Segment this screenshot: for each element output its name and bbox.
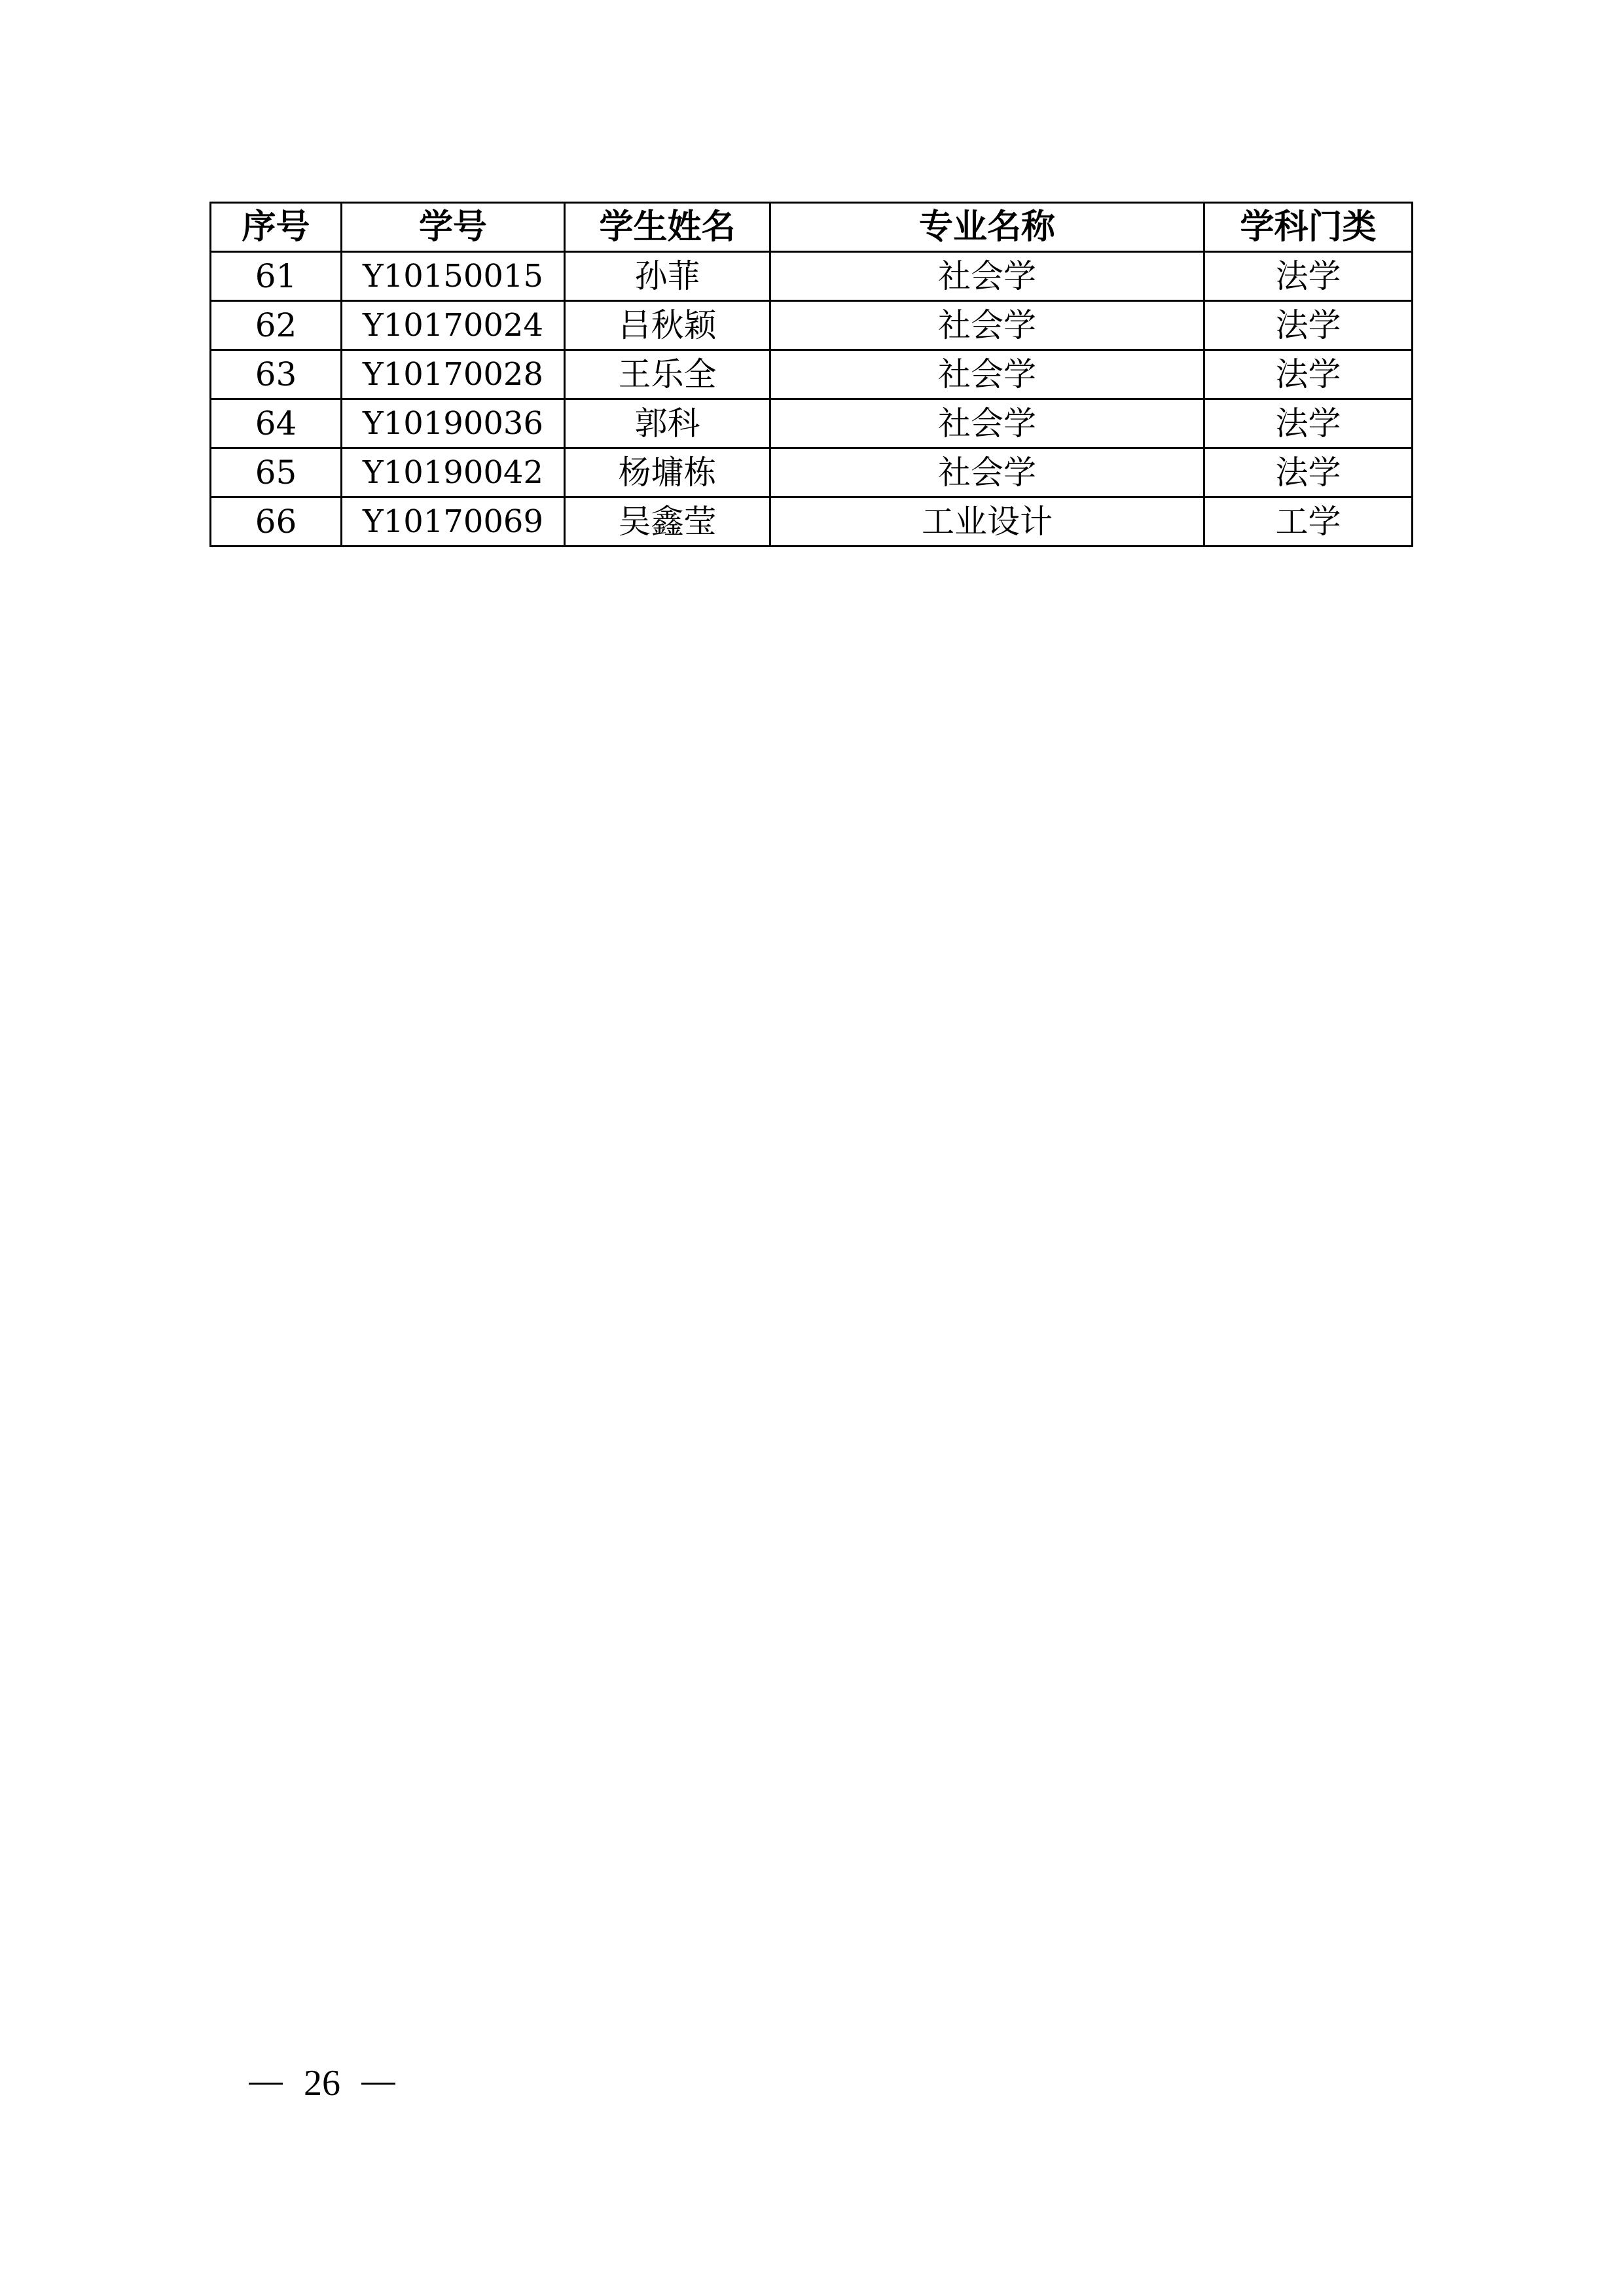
- left-dash: [249, 2083, 283, 2085]
- cell-major: 社会学: [770, 301, 1204, 350]
- cell-student-name: 郭科: [565, 399, 770, 448]
- cell-student-id: Y10170028: [342, 350, 565, 399]
- header-student-id: 学号: [342, 203, 565, 252]
- table-row: [211, 301, 1413, 350]
- cell-student-id: Y10190036: [342, 399, 565, 448]
- table-row: [211, 448, 1413, 497]
- table-header-row: [211, 203, 1413, 252]
- cell-discipline: 法学: [1204, 252, 1413, 301]
- cell-major: 社会学: [770, 399, 1204, 448]
- cell-major: 社会学: [770, 448, 1204, 497]
- cell-student-id: Y10150015: [342, 252, 565, 301]
- cell-index: 61: [211, 252, 342, 301]
- table-row: [211, 399, 1413, 448]
- cell-student-name: 吴鑫莹: [565, 497, 770, 547]
- student-roster-table: [209, 202, 1413, 547]
- cell-student-name: 孙菲: [565, 252, 770, 301]
- table-row: [211, 252, 1413, 301]
- table-row: [211, 497, 1413, 547]
- cell-index: 62: [211, 301, 342, 350]
- cell-major: 工业设计: [770, 497, 1204, 547]
- cell-index: 64: [211, 399, 342, 448]
- cell-student-id: Y10170024: [342, 301, 565, 350]
- cell-index: 65: [211, 448, 342, 497]
- cell-major: 社会学: [770, 350, 1204, 399]
- cell-major: 社会学: [770, 252, 1204, 301]
- header-discipline: 学科门类: [1204, 203, 1413, 252]
- cell-discipline: 法学: [1204, 399, 1413, 448]
- cell-student-name: 王乐全: [565, 350, 770, 399]
- cell-discipline: 法学: [1204, 350, 1413, 399]
- cell-student-name: 吕秋颖: [565, 301, 770, 350]
- header-major: 专业名称: [770, 203, 1204, 252]
- cell-student-name: 杨墉栋: [565, 448, 770, 497]
- cell-index: 63: [211, 350, 342, 399]
- page-number-footer: [249, 2060, 395, 2106]
- cell-discipline: 法学: [1204, 448, 1413, 497]
- cell-student-id: Y10190042: [342, 448, 565, 497]
- table-row: [211, 350, 1413, 399]
- cell-discipline: 法学: [1204, 301, 1413, 350]
- header-index: 序号: [211, 203, 342, 252]
- cell-student-id: Y10170069: [342, 497, 565, 547]
- right-dash: [361, 2083, 395, 2085]
- page-number: 26: [304, 2063, 340, 2104]
- cell-index: 66: [211, 497, 342, 547]
- cell-discipline: 工学: [1204, 497, 1413, 547]
- header-student-name: 学生姓名: [565, 203, 770, 252]
